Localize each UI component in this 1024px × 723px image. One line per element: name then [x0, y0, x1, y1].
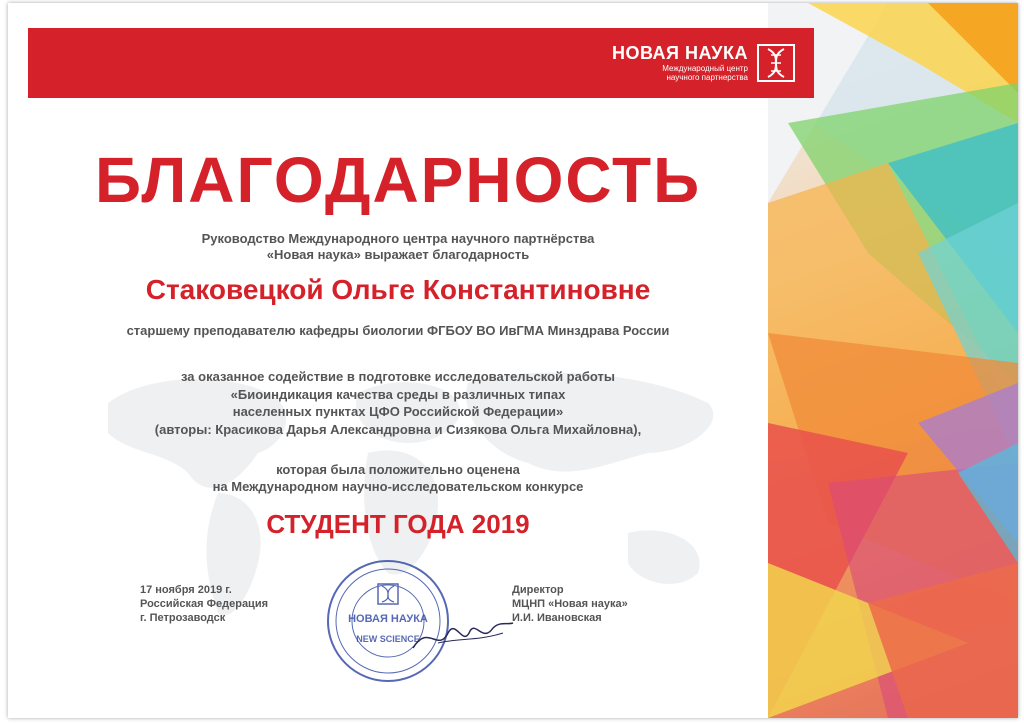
- brand-subtitle-1: Международный центр: [662, 64, 748, 73]
- dna-logo-icon: [756, 43, 796, 83]
- evaluation-line-2: на Международном научно-исследовательском конкурсе: [212, 479, 584, 494]
- signature-icon: [408, 603, 518, 663]
- reason-line-4: (авторы: Красикова Дарья Александровна и Сизякова Ольга Михайловна),: [154, 422, 642, 437]
- brand-subtitle-2: научного партнерства: [666, 73, 748, 82]
- evaluation-line-1: которая была положительно оценена: [276, 462, 520, 477]
- seal-name-en: NEW SCIENCE: [356, 634, 420, 644]
- issue-city: г. Петрозаводск: [140, 612, 226, 624]
- seal-name-ru: НОВАЯ НАУКА: [348, 613, 428, 625]
- signer-name: И.И. Ивановская: [512, 612, 602, 624]
- footer-left: [140, 583, 268, 625]
- page-title: БЛАГОДАРНОСТЬ: [94, 144, 702, 216]
- signer-organization: МЦНП «Новая наука»: [512, 598, 628, 610]
- certificate: [8, 3, 1018, 718]
- intro-line-2: «Новая наука» выражает благодарность: [266, 247, 530, 262]
- recipient-name: Стаковецкой Ольге Константиновне: [145, 274, 651, 305]
- footer-right: [512, 583, 628, 625]
- geometric-pattern-icon: [768, 3, 1018, 718]
- reason-line-1: за оказанное содействие в подготовке исследовательской работы: [181, 369, 615, 384]
- reason-line-3: населенных пунктах ЦФО Российской Федерации»: [232, 404, 564, 419]
- reason-line-2: «Биоиндикация качества среды в различных типах: [230, 387, 566, 402]
- brand: [612, 42, 748, 82]
- intro-line-1: Руководство Международного центра научного партнёрства: [201, 231, 595, 246]
- recipient-position: старшему преподавателю кафедры биологии ФГБОУ ВО ИвГМА Минздрава России: [126, 323, 670, 338]
- signer-role: Директор: [512, 584, 564, 596]
- issue-date: 17 ноября 2019 г.: [140, 584, 232, 596]
- header-bar: [28, 28, 814, 98]
- contest-name: СТУДЕНТ ГОДА 2019: [266, 509, 530, 539]
- decorative-panel: [768, 3, 1018, 718]
- issue-country: Российская Федерация: [140, 598, 268, 610]
- brand-name: НОВАЯ НАУКА: [611, 43, 748, 63]
